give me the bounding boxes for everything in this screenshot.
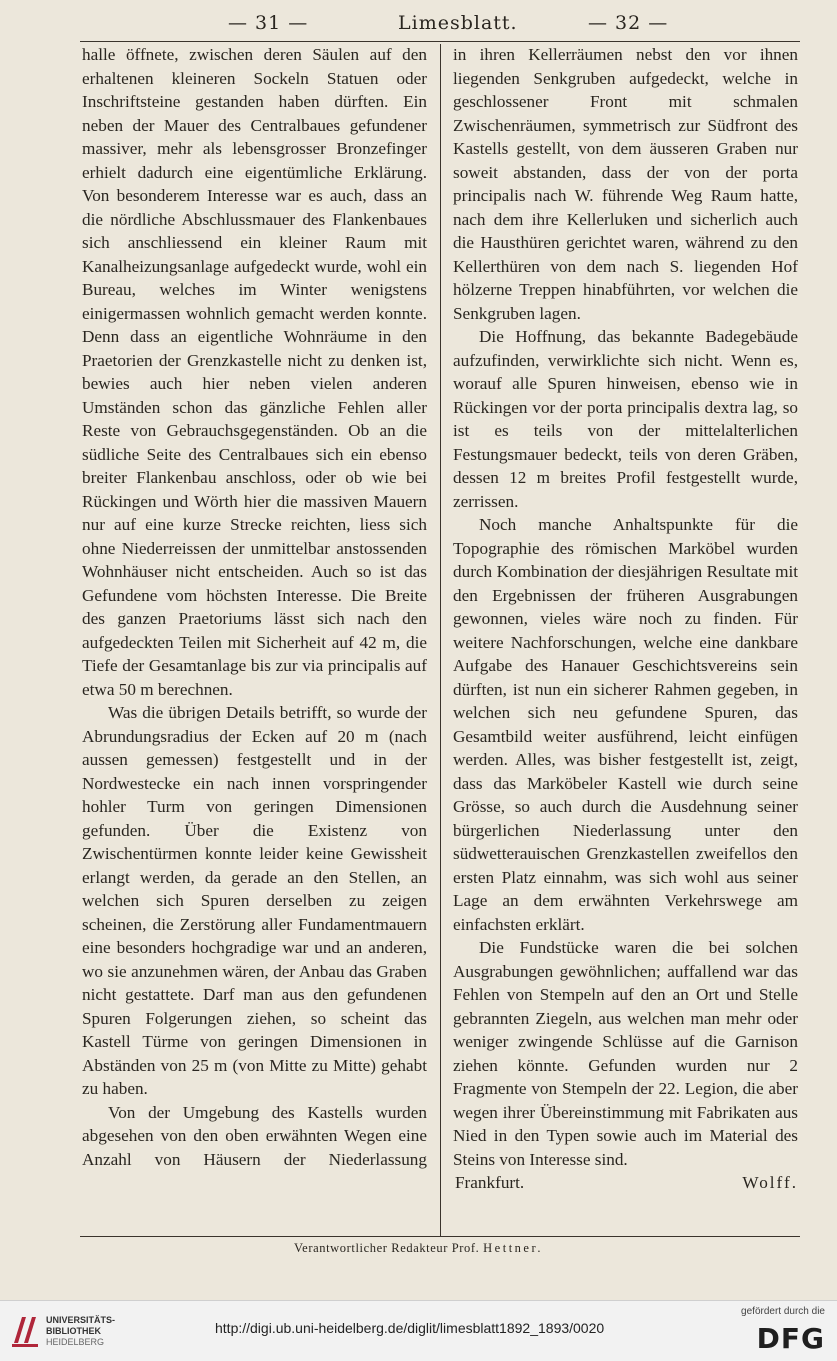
left-paragraph-3: Von der Umgebung des Kastells wurden abgesehen von den oben erwähnten Wegen eine Anzahl von Häusern der Niederlassung [82, 1102, 427, 1169]
library-line-1: UNIVERSITÄTS- [46, 1315, 116, 1325]
permalink-url[interactable]: http://digi.ub.uni-heidelberg.de/diglit/limesblatt1892_1893/0020 [215, 1320, 605, 1336]
editor-note [0, 1241, 837, 1256]
signature-line [453, 1171, 798, 1195]
right-paragraph-3: Noch manche Anhaltspunkte für die Topographie des römischen Marköbel wurden durch Kombination der diesjährigen Resultate mit den Ergebnissen der früheren Ausgrabungen gewonnen, vieles wäre noch zu finden. Für weitere Nachforschungen, welche eine dankbare Aufgabe des Hanauer Geschichtsvereins sein dürften, ist nun ein sicherer Rahmen gegeben, in welchen sich neu gefundene Spuren, das Gesamtbild weiter ausführend, leicht einfügen werden. Alles, was bisher festgestellt ist, zeigt, dass das Marköbeler Kastell wie durch seine Grösse, so auch durch die Ausdehnung seiner bürgerlichen Niederlassung unter den südwetterauischen Grenzkastellen zweifellos den ersten Platz einnahm, was sich wohl aus seiner Lage an dem erwähnten Verkehrswege am einfachsten erklärt. [453, 515, 798, 934]
page-header [60, 8, 800, 38]
footer-rule [80, 1236, 800, 1237]
right-paragraph-1: in ihren Kellerräumen nebst den vor ihnen liegenden Senkgruben aufgedeckt, welche in geschlossener Front mit schmalen Zwischenräumen, symmetrisch zur Südfront des Kastells gestellt, von dem äusseren Graben nur soweit abstanden, dass der von der porta principalis nach W. führende Weg Raum hatte, nach dem ihre Kellerluken und sicherlich auch die Hausthüren gerichtet waren, während zu den Kellerthüren von dem nach S. liegenden Hof hölzerne Treppen hinabführten, vor welchen die Senkgruben lagen. [453, 45, 798, 323]
university-library-logo-icon[interactable] [10, 1313, 40, 1349]
editor-name: Hettner. [483, 1241, 544, 1255]
right-paragraph-2: Die Hoffnung, das bekannte Badegebäude aufzufinden, verwirklichte sich nicht. Wenn es, worauf alle Spuren hinweisen, ebenso wie in Rückingen vor der porta principalis dextra lag, so ist es teils von der mittelalterlichen Festungsmauer bedeckt, teils von deren Gräben, dessen 12 m breites Profil festgestellt wurde, zerrissen. [453, 327, 798, 511]
column-divider [440, 44, 441, 1236]
right-paragraph-4: Die Fundstücke waren die bei solchen Ausgrabungen gewöhnlichen; auffallend war das Fehlen von Stempeln auf den an Ort und Stelle gebrannten Ziegeln, aus welchen man mehr oder weniger zwingende Schlüsse auf die Garnison ziehen könnte. Gefunden wurden nur 2 Fragmente von Stempeln der 22. Legion, die aber wegen ihrer Übereinstimmung mit Fabrikaten aus Nied in den Typen sowie auch im Material des Steins von Interesse sind. [453, 938, 798, 1169]
library-line-2: BIBLIOTHEK [46, 1326, 101, 1336]
right-page-number: — 32 — [588, 12, 669, 34]
editor-prefix: Verantwortlicher Redakteur Prof. [293, 1241, 480, 1255]
university-library-name [46, 1315, 115, 1348]
viewer-bottom-bar [0, 1300, 837, 1361]
header-rule [80, 41, 800, 42]
signature-author: Wolff. [742, 1173, 798, 1192]
dfg-logo[interactable]: DFG [756, 1322, 825, 1355]
funding-label: gefördert durch die [741, 1306, 825, 1317]
left-page-number: — 31 — [228, 12, 309, 34]
library-line-3: HEIDELBERG [46, 1337, 105, 1347]
journal-title: Limesblatt. [398, 12, 518, 34]
right-column [453, 43, 798, 1195]
left-paragraph-1: halle öffnete, zwischen deren Säulen auf den erhaltenen kleineren Sockeln Statuen oder Inschriftsteine gestanden haben dürften. Ein neben der Mauer des Centralbaues gefundener massiver, mehr als lebensgrosser Bronzefinger erhielt dadurch eine eigentümliche Erklärung. Von besonderem Interesse war es auch, dass an die nördliche Abschlussmauer des Flankenbaues sich anschliessend ein kleiner Raum mit Kanalheizungsanlage aufgedeckt wurde, wohl ein Bureau, welches im Winter wenigstens einigermassen wohnlich gemacht werden konnte. Denn dass an eigentliche Wohnräume in den Praetorien der Grenzkastelle nicht zu denken ist, bewies auch hier neben vielen anderen Umständen schon das gänzliche Fehlen aller Reste von Gebrauchsgegenständen. Ob an die südliche Seite des Centralbaues sich ein ebenso breiter Flankenbau anschloss, oder ob wie bei Rückingen und Wörth hier die massiven Mauern nur auf eine kurze Strecke reichten, liess sich ohne Niederreissen der unmittelbar anstossenden Wohnhäuser nicht entscheiden. Auch so ist das Gefundene vom höchsten Interesse. Die Breite des ganzen Praetoriums lässt sich nach den aufgedeckten Teilen mit Sicherheit auf 42 m, die Tiefe der Gesamtanlage bis zur via principalis auf etwa 50 m berechnen. [82, 45, 427, 699]
signature-place: Frankfurt. [455, 1173, 525, 1192]
left-paragraph-2: Was die übrigen Details betrifft, so wurde der Abrundungsradius der Ecken auf 20 m (nach aussen gemessen) festgestellt und in der Nordwestecke ein nach innen vorspringender hohler Turm von geringen Dimensionen gefunden. Über die Existenz von Zwischentürmen konnte leider keine Gewissheit erlangt werden, da gerade an den Stellen, an welchen sich Spuren derselben zu zeigen scheinen, die Zerstörung aller Fundamentmauern eine besonders hochgradige war und an anderen, wo sie anzunehmen wären, der Anbau das Graben nicht gestattete. Darf man aus den gefundenen Spuren Folgerungen ziehen, so scheint das Kastell Türme von geringen Dimensionen in Abständen von 25 m (von Mitte zu Mitte) gehabt zu haben. [82, 703, 427, 1098]
left-column [82, 43, 427, 1171]
